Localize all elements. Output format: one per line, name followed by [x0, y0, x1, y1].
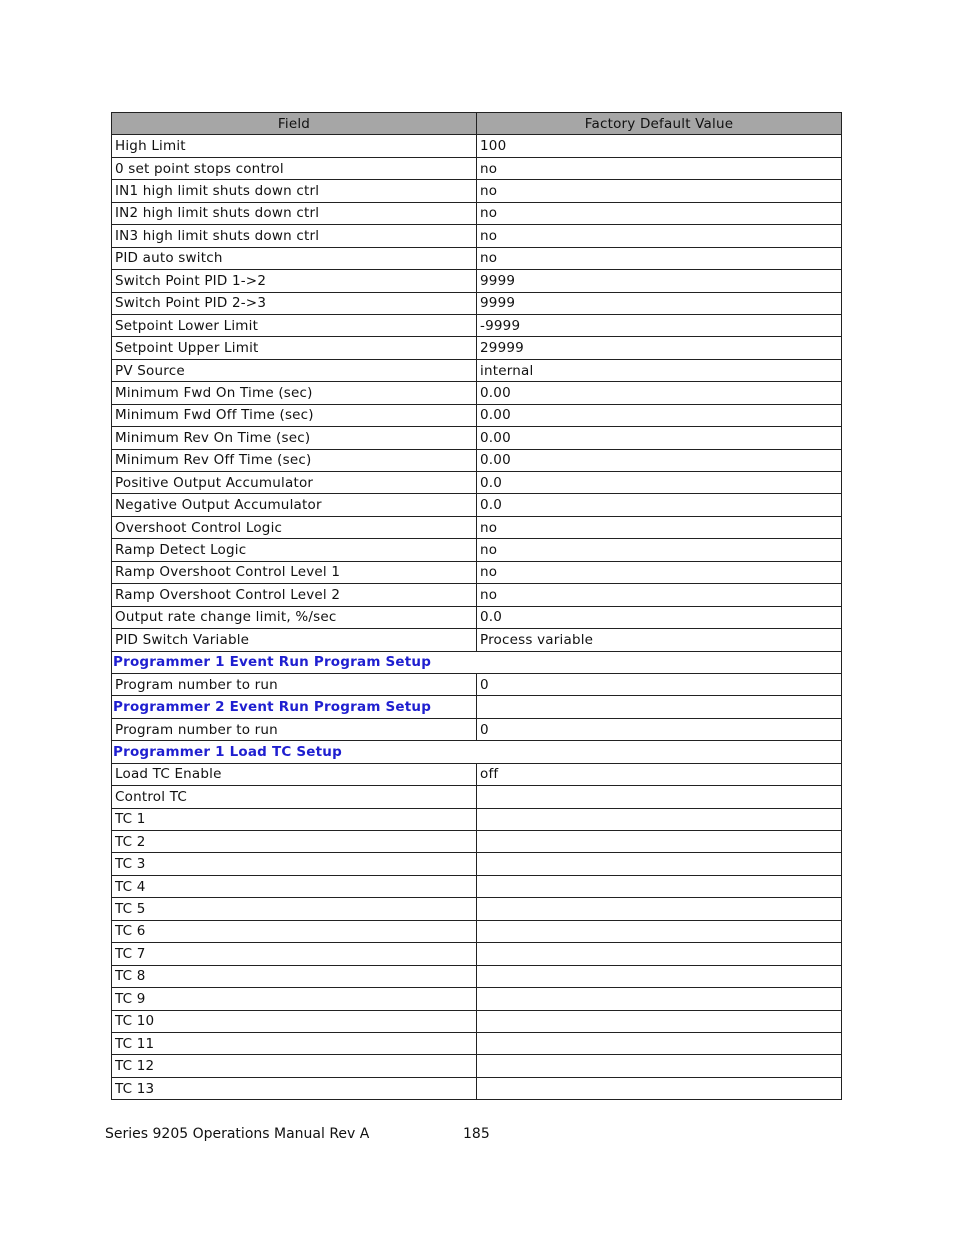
table-row — [112, 965, 842, 987]
field-cell: Load TC Enable — [112, 763, 477, 785]
field-cell: Switch Point PID 1->2 — [112, 270, 477, 292]
table-row — [112, 898, 842, 920]
table-row — [112, 1010, 842, 1032]
value-cell: 0.0 — [477, 606, 842, 628]
field-cell: Control TC — [112, 786, 477, 808]
value-cell: 0.0 — [477, 472, 842, 494]
table-row — [112, 831, 842, 853]
field-cell: Minimum Fwd On Time (sec) — [112, 382, 477, 404]
table-row — [112, 157, 842, 179]
table-row — [112, 516, 842, 538]
section-row — [112, 696, 842, 718]
value-cell: 0 — [477, 718, 842, 740]
value-cell — [477, 988, 842, 1010]
header-field: Field — [112, 113, 477, 135]
value-cell: no — [477, 225, 842, 247]
field-cell: Program number to run — [112, 673, 477, 695]
table-header-row — [112, 113, 842, 135]
value-cell: 100 — [477, 135, 842, 157]
field-cell: TC 6 — [112, 920, 477, 942]
section-empty-cell — [477, 696, 842, 718]
table-row — [112, 1032, 842, 1054]
table-body — [112, 135, 842, 1100]
table-row — [112, 1055, 842, 1077]
value-cell: 9999 — [477, 292, 842, 314]
value-cell — [477, 1010, 842, 1032]
section-row — [112, 651, 842, 673]
table-row — [112, 472, 842, 494]
table-row — [112, 539, 842, 561]
field-cell: Ramp Detect Logic — [112, 539, 477, 561]
table-row — [112, 314, 842, 336]
table-row — [112, 359, 842, 381]
value-cell — [477, 943, 842, 965]
table-row — [112, 920, 842, 942]
table-row — [112, 943, 842, 965]
table-row — [112, 494, 842, 516]
field-cell: Negative Output Accumulator — [112, 494, 477, 516]
value-cell: Process variable — [477, 629, 842, 651]
section-row — [112, 741, 842, 763]
field-cell: TC 1 — [112, 808, 477, 830]
field-cell: TC 8 — [112, 965, 477, 987]
value-cell: internal — [477, 359, 842, 381]
value-cell — [477, 786, 842, 808]
table-row — [112, 763, 842, 785]
value-cell — [477, 920, 842, 942]
value-cell: no — [477, 561, 842, 583]
table-row — [112, 561, 842, 583]
field-cell: Setpoint Upper Limit — [112, 337, 477, 359]
value-cell: no — [477, 247, 842, 269]
value-cell: 0.0 — [477, 494, 842, 516]
table-row — [112, 786, 842, 808]
field-cell: Minimum Rev On Time (sec) — [112, 427, 477, 449]
field-cell: Output rate change limit, %/sec — [112, 606, 477, 628]
header-default-value: Factory Default Value — [477, 113, 842, 135]
value-cell — [477, 808, 842, 830]
table-row — [112, 202, 842, 224]
value-cell: no — [477, 157, 842, 179]
field-cell: TC 9 — [112, 988, 477, 1010]
field-cell: PID Switch Variable — [112, 629, 477, 651]
table-row — [112, 673, 842, 695]
table-row — [112, 337, 842, 359]
field-cell: Ramp Overshoot Control Level 1 — [112, 561, 477, 583]
field-cell: High Limit — [112, 135, 477, 157]
table-row — [112, 1077, 842, 1099]
table-row — [112, 270, 842, 292]
value-cell: no — [477, 180, 842, 202]
value-cell: no — [477, 202, 842, 224]
section-link[interactable]: Programmer 1 Load TC Setup — [112, 741, 842, 763]
table-row — [112, 225, 842, 247]
value-cell — [477, 1032, 842, 1054]
field-cell: TC 11 — [112, 1032, 477, 1054]
table-row — [112, 718, 842, 740]
table-row — [112, 404, 842, 426]
value-cell: no — [477, 516, 842, 538]
field-cell: IN3 high limit shuts down ctrl — [112, 225, 477, 247]
field-cell: Program number to run — [112, 718, 477, 740]
value-cell: 0.00 — [477, 427, 842, 449]
table-row — [112, 135, 842, 157]
field-cell: Overshoot Control Logic — [112, 516, 477, 538]
value-cell: no — [477, 584, 842, 606]
table-row — [112, 988, 842, 1010]
value-cell: no — [477, 539, 842, 561]
table-row — [112, 606, 842, 628]
value-cell: 0.00 — [477, 382, 842, 404]
table-row — [112, 247, 842, 269]
value-cell — [477, 965, 842, 987]
table-row — [112, 180, 842, 202]
value-cell — [477, 1055, 842, 1077]
field-cell: Minimum Rev Off Time (sec) — [112, 449, 477, 471]
value-cell — [477, 831, 842, 853]
table-row — [112, 292, 842, 314]
table-row — [112, 427, 842, 449]
field-cell: PID auto switch — [112, 247, 477, 269]
field-cell: TC 4 — [112, 875, 477, 897]
table-row — [112, 808, 842, 830]
footer-manual-title: Series 9205 Operations Manual Rev A — [105, 1126, 370, 1142]
field-cell: TC 13 — [112, 1077, 477, 1099]
field-cell: TC 3 — [112, 853, 477, 875]
field-cell: TC 12 — [112, 1055, 477, 1077]
value-cell — [477, 898, 842, 920]
section-link[interactable]: Programmer 2 Event Run Program Setup — [112, 696, 477, 718]
value-cell — [477, 853, 842, 875]
value-cell: 0.00 — [477, 404, 842, 426]
field-cell: TC 2 — [112, 831, 477, 853]
field-cell: PV Source — [112, 359, 477, 381]
table-row — [112, 853, 842, 875]
value-cell: 29999 — [477, 337, 842, 359]
defaults-table — [111, 112, 842, 1100]
field-cell: TC 10 — [112, 1010, 477, 1032]
value-cell: 0.00 — [477, 449, 842, 471]
table-row — [112, 629, 842, 651]
field-cell: Positive Output Accumulator — [112, 472, 477, 494]
table-row — [112, 449, 842, 471]
value-cell — [477, 1077, 842, 1099]
field-cell: Setpoint Lower Limit — [112, 314, 477, 336]
field-cell: Minimum Fwd Off Time (sec) — [112, 404, 477, 426]
field-cell: TC 5 — [112, 898, 477, 920]
field-cell: IN2 high limit shuts down ctrl — [112, 202, 477, 224]
field-cell: TC 7 — [112, 943, 477, 965]
value-cell: -9999 — [477, 314, 842, 336]
field-cell: Ramp Overshoot Control Level 2 — [112, 584, 477, 606]
table-row — [112, 875, 842, 897]
value-cell: off — [477, 763, 842, 785]
section-link[interactable]: Programmer 1 Event Run Program Setup — [112, 651, 842, 673]
field-cell: IN1 high limit shuts down ctrl — [112, 180, 477, 202]
field-cell: Switch Point PID 2->3 — [112, 292, 477, 314]
value-cell: 9999 — [477, 270, 842, 292]
footer-page-number: 185 — [463, 1126, 490, 1142]
value-cell — [477, 875, 842, 897]
table-row — [112, 382, 842, 404]
table-row — [112, 584, 842, 606]
field-cell: 0 set point stops control — [112, 157, 477, 179]
value-cell: 0 — [477, 673, 842, 695]
